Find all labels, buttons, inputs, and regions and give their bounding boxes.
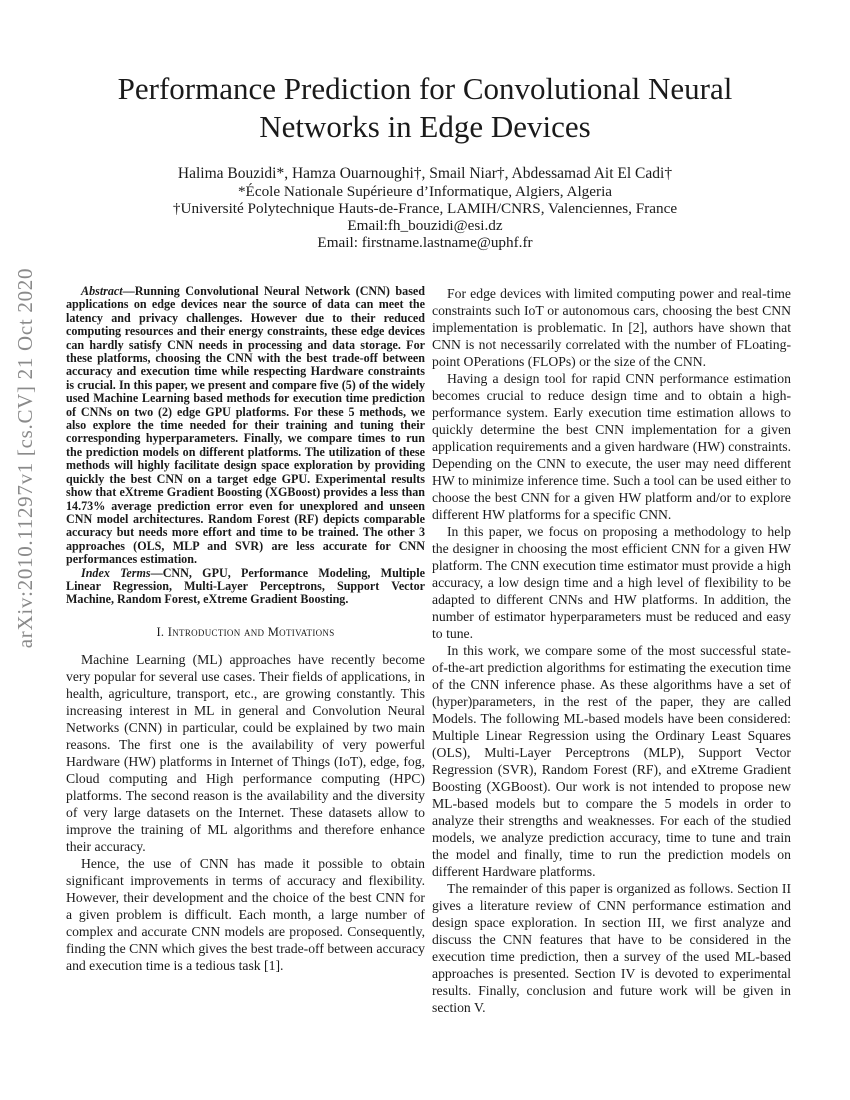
intro-paragraph: Machine Learning (ML) approaches have recently become very popular for several use cases. Their fields of applications, in health, agriculture, transport, etc., are growing constantly. This increasing interest in ML in general and Convolution Neural Networks (CNN) in particular, could be explained by two main reasons. The first one is the availability of very powerful Hardware (HW) platforms in Internet of Things (IoT), edge, fog, Cloud computing and High performance computing (HPC) platforms. The second reason is the availability and the diversity of very large datasets on the Internet. These datasets allow to improve the training of ML algorithms and therefore enhance their accuracy. [66,651,425,854]
author-block [40,165,810,251]
body-paragraph: For edge devices with limited computing power and real-time constraints such IoT or autonomous cars, choosing the best CNN implementation is problematic. In [2], authors have shown that CNN is not necessarily correlated with the number of FLoating-point OPerations (FLOPs) or the size of the CNN. [432,286,791,369]
body-paragraph: The remainder of this paper is organized as follows. Section II gives a literature review of CNN performance estimation and design space exploration. In section III, we first analyze and discuss the CNN features that have to be considered in the execution time prediction, then a survey of the used ML-based approaches is presented. Section IV is devoted to experimental results. Finally, conclusion and future work will be given in section V. [432,881,791,1015]
index-terms-text: —CNN, GPU, Performance Modeling, Multiple Linear Regression, Multi-Layer Perceptrons, Support Vector Machine, Random Forest, eXtreme Gradient Boosting. [66,565,425,607]
left-column [66,285,425,974]
author-names: Halima Bouzidi*, Hamza Ouarnoughi†, Smail Niar†, Abdessamad Ait El Cadi† [177,165,673,182]
body-paragraph: In this work, we compare some of the most successful state-of-the-art prediction algorithms for estimating the execution time of the CNN inference phase. As these algorithms have a set of (hyper)parameters, in the rest of the paper, they are called Models. The following ML-based models have been considered: Multiple Linear Regression using the Ordinary Least Squares (OLS), Multi-Layer Perceptrons (MLP), Support Vector Regression (SVR), Random Forest (RF), and eXtreme Gradient Boosting (XGBoost). Our work is not intended to propose new ML-based models but to compare the 5 models in order to analyze their strengths and weaknesses. For each of the studied models, we analyze prediction accuracy, time to tune and train the model and finally, time to run the prediction models on different Hardware platforms. [432,643,791,879]
abstract-text: —Running Convolutional Neural Network (CNN) based applications on edge devices near the source of data can meet the latency and privacy challenges. However due to their reduced computing resources and their energy constraints, these edge devices can hardly satisfy CNN needs in processing and data storage. For these platforms, choosing the CNN with the best trade-off between accuracy and execution time while respecting Hardware constraints is crucial. In this paper, we present and compare five (5) of the widely used Machine Learning based methods for execution time prediction of CNNs on two (2) edge GPU platforms. For these 5 methods, we also explore the time needed for their training and tuning their corresponding hyperparameters. Finally, we compare times to run the prediction models on different platforms. The utilization of these methods will highly facilitate design space exploration by providing quickly the best CNN on a target edge GPU. Experimental results show that eXtreme Gradient Boosting (XGBoost) provides a less than 14.73% average prediction error even for unexplored and unseen CNN model architectures. Random Forest (RF) depicts comparable accuracy but needs more effort and time to be trained. The other 3 approaches (OLS, MLP and SVR) are less accurate for CNN performances estimation. [66,284,425,567]
abstract [66,285,425,567]
section-heading-introduction: I. Introduction and Motivations [156,624,335,639]
body-paragraph: Having a design tool for rapid CNN performance estimation becomes crucial to reduce design time and to obtain a high-performance system. Early execution time estimation allows to quickly determine the best CNN implementation for a given application requirements and a given hardware (HW) constraints. Depending on the CNN to execute, the user may need different HW to minimize inference time. Such a tool can be used either to choose the best CNN for a given HW platform and/or to explore different HW platforms for a specific CNN. [432,371,791,522]
author-email-1: Email:fh_bouzidi@esi.dz [347,217,503,234]
abstract-label: Abstract [81,284,123,298]
arxiv-identifier: arXiv:2010.11297v1 [cs.CV] 21 Oct 2020 [13,267,37,649]
intro-paragraph: Hence, the use of CNN has made it possible to obtain significant improvements in terms of accuracy and flexibility. However, their development and the choice of the best CNN for a given problem is difficult. Each month, a large number of complex and accurate CNN models are proposed. Consequently, finding the CNN which gives the best trade-off between accuracy and execution time is a tedious task [1]. [66,855,425,973]
index-terms [66,567,425,607]
paper-title: Performance Prediction for Convolutional Neural Networks in Edge Devices [117,71,733,144]
affiliation-1: *École Nationale Supérieure d’Informatique, Algiers, Algeria [237,183,613,200]
author-email-2: Email: firstname.lastname@uphf.fr [317,234,533,251]
body-paragraph: In this paper, we focus on proposing a methodology to help the designer in choosing the most efficient CNN for a given HW platform. The CNN execution time estimator must provide a high accuracy, a low design time and a high level of flexibility to be adapted to different CNNs and HW platforms. In addition, the number of estimator hyperparameters must be reduced and easy to tune. [432,524,791,641]
affiliation-2: †Université Polytechnique Hauts-de-France, LAMIH/CNRS, Valenciennes, France [172,200,678,217]
right-column [432,285,791,1016]
index-terms-label: Index Terms [81,565,151,580]
